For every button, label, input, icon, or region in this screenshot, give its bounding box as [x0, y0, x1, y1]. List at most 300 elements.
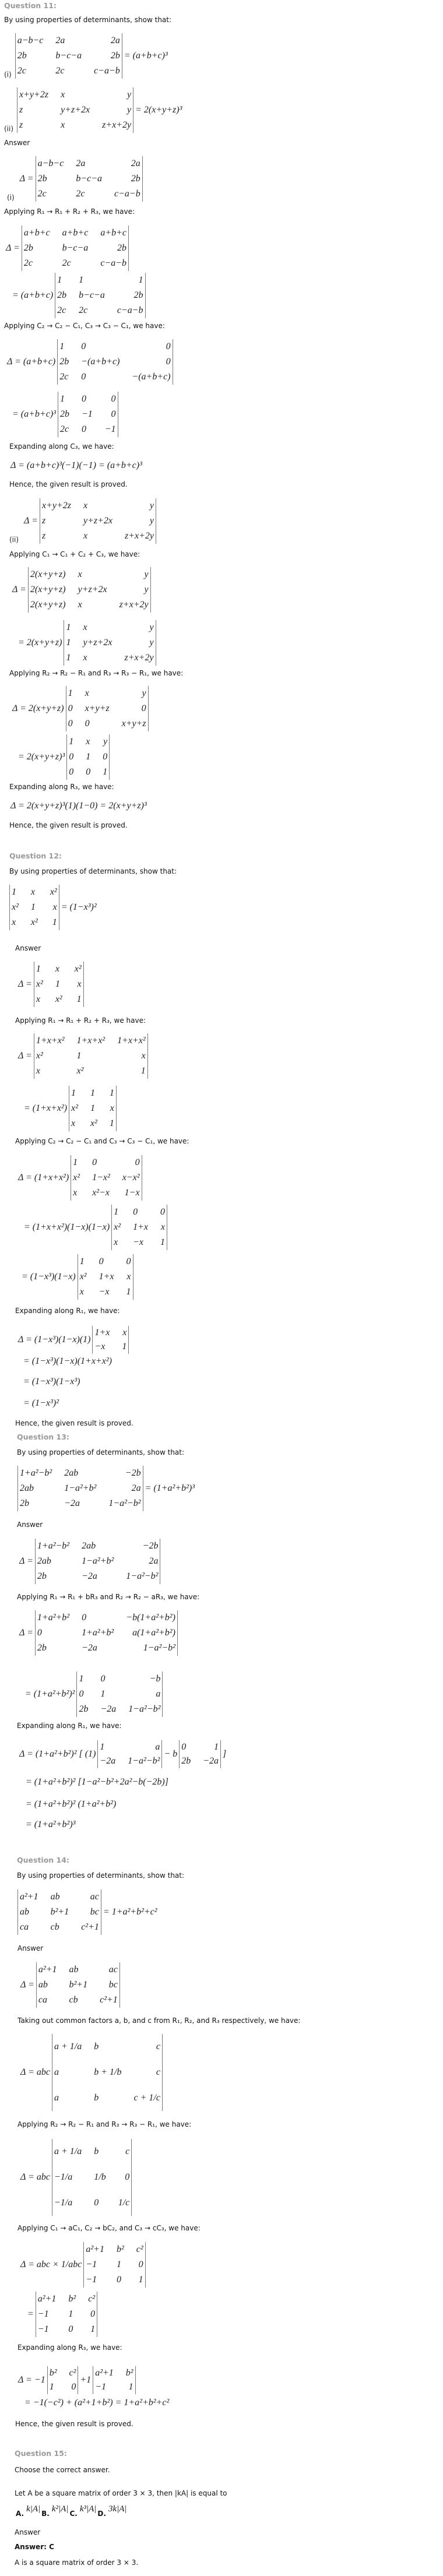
paragraph: Expanding along R₃, we have: [17, 2343, 122, 2352]
option-letter: D. [97, 2510, 106, 2518]
determinant-cell: 1+a²+b² [82, 1628, 114, 1638]
math-expression [10, 273, 146, 318]
math-expression [26, 2292, 97, 2337]
determinant-cell: 1+x [133, 1222, 148, 1232]
determinant-cell: c² [69, 2368, 76, 2378]
paragraph: Hence, the given result is proved. [9, 480, 128, 488]
expression-text: Δ = abc [20, 2067, 50, 2077]
determinant-cell: −2b [142, 1541, 159, 1551]
determinant-cell: 2c [76, 189, 85, 199]
determinant-cell: y [144, 569, 149, 579]
equation-line: = (1−x³)(1−x)(1+x+x²) [23, 1356, 112, 1366]
determinant-cell: 0 [68, 719, 73, 729]
determinant [71, 1155, 142, 1201]
determinant-row [18, 1496, 143, 1511]
determinant-row [15, 48, 122, 64]
determinant [17, 1466, 143, 1511]
determinant-cell: c [125, 2146, 130, 2156]
determinant-row [22, 226, 128, 241]
math-expression [4, 33, 170, 79]
determinant-row [67, 734, 110, 749]
determinant-cell: ca [38, 1995, 48, 2005]
determinant-cell: a−b−c [17, 36, 44, 45]
determinant-cell: y+z+2x [83, 516, 112, 526]
option-expression: k²|A| [51, 2504, 69, 2514]
determinant-cell: 2a [131, 159, 140, 168]
determinant [36, 156, 143, 202]
determinant-cell: x [30, 887, 36, 897]
determinant-cell: −1 [81, 409, 93, 419]
determinant-row [77, 1687, 163, 1702]
determinant-cell: c−a−b [117, 305, 143, 315]
question-heading: Question 13: [17, 1433, 69, 1441]
determinant-cell: a [54, 2093, 59, 2103]
determinant-row [69, 1101, 117, 1116]
determinant-row [71, 1155, 142, 1170]
determinant-cell: 2(x+y+z) [30, 600, 66, 610]
determinant-row [36, 156, 142, 171]
determinant [78, 1254, 133, 1300]
determinant-cell: y [127, 90, 132, 100]
determinant-cell: 1 [140, 1066, 146, 1076]
determinant-cell: bc [90, 1907, 99, 1917]
determinant-cell: 1 [30, 902, 36, 912]
determinant-cell: −2a [82, 1571, 97, 1581]
determinant [36, 1962, 120, 2008]
paragraph: By using properties of determinants, show that: [17, 1448, 185, 1456]
determinant-cell: ac [108, 1965, 118, 1975]
determinant-row [180, 1754, 221, 1768]
determinant [179, 1740, 221, 1768]
expression-text: = [27, 2309, 34, 2319]
option-expression: k³|A| [79, 2504, 97, 2514]
determinant-cell: b² [116, 2244, 124, 2254]
determinant-cell: 1−a²−b² [126, 1571, 159, 1581]
determinant-cell: 1−a²+b² [82, 1556, 114, 1566]
paragraph: Hence, the given result is proved. [15, 2420, 133, 2428]
determinant-cell: ab [50, 1892, 60, 1902]
determinant-row [36, 2292, 97, 2307]
determinant-row [84, 2257, 145, 2272]
determinant-row [15, 33, 122, 48]
determinant-cell: y+z+2x [83, 638, 112, 647]
determinant-cell: 2c [37, 189, 47, 199]
paragraph: Applying C₁ → C₁ + C₂ + C₃, we have: [9, 550, 140, 558]
determinant-row [93, 1326, 129, 1340]
determinant-row [180, 1740, 221, 1754]
expression-text: Δ = −1 [18, 2375, 45, 2385]
determinant-cell: 2c [17, 66, 26, 76]
determinant-cell: 2b [110, 51, 120, 61]
determinant-cell: 1 [59, 342, 65, 351]
math-expression [17, 1889, 159, 1935]
math-expression [4, 87, 184, 133]
determinant-row [98, 1754, 162, 1768]
determinant [47, 2366, 79, 2394]
determinant-cell: 1+a²−b² [20, 1468, 52, 1478]
math-expression [22, 1205, 167, 1250]
determinant-cell: 1 [79, 275, 84, 285]
equation-line: = (1+a²+b²)³ [26, 1820, 76, 1829]
option-c [68, 2504, 97, 2519]
determinant-cell: −1 [104, 424, 116, 434]
determinant-cell: x+y+2z [19, 90, 49, 100]
determinant-row [66, 701, 148, 716]
determinant-cell: −2a [203, 1756, 219, 1766]
determinant-row [18, 1481, 143, 1496]
determinant-cell: 0 [111, 394, 116, 404]
determinant-cell: 0 [68, 2324, 73, 2334]
determinant-cell: y [142, 688, 146, 698]
determinant-cell: −1 [95, 2382, 106, 2392]
determinant-cell: 0 [133, 1207, 138, 1217]
determinant [28, 567, 151, 613]
determinant-cell: 0 [160, 1207, 165, 1217]
determinant-row [36, 2307, 97, 2322]
determinant-row [77, 1702, 163, 1717]
determinant [34, 962, 84, 1007]
determinant-cell: a²+1 [95, 2368, 114, 2378]
determinant-cell: a²+1 [38, 1965, 57, 1975]
determinant-cell: 2b [17, 51, 27, 61]
math-expression [23, 1671, 163, 1717]
determinant-cell: 1 [90, 2324, 96, 2334]
determinant-cell: b−c−a [62, 243, 89, 253]
determinant-cell: z [41, 516, 46, 526]
determinant [57, 339, 173, 385]
math-expression [22, 1086, 117, 1131]
option-b [40, 2504, 69, 2519]
determinant-cell: c + 1/c [133, 2093, 160, 2103]
math-expression [17, 1740, 228, 1768]
determinant-cell: x−x² [122, 1173, 140, 1183]
determinant-cell: 1 [69, 737, 74, 747]
paragraph: Answer [17, 1521, 43, 1529]
math-expression [16, 962, 84, 1007]
determinant [55, 273, 145, 318]
determinant-cell: −1 [86, 2260, 97, 2269]
expression-text: = (a+b+c)³ [124, 51, 168, 61]
determinant-cell: x² [76, 1066, 84, 1076]
determinant-cell: a²+1 [20, 1892, 38, 1902]
equation-line: = (1−x³)² [23, 1398, 59, 1408]
determinant-cell: x [36, 1066, 41, 1076]
determinant-cell: 1 [52, 917, 57, 927]
determinant-row [84, 2272, 145, 2288]
determinant-cell: x+y+z [85, 703, 110, 713]
determinant-cell: b² [125, 2368, 133, 2378]
determinant-row [40, 498, 156, 513]
math-expression [16, 1033, 148, 1079]
determinant-cell: x [86, 737, 90, 747]
determinant-cell: 1 [68, 2309, 73, 2319]
determinant-row [77, 1671, 163, 1687]
determinant-cell: a [155, 1742, 160, 1752]
determinant-cell: c²+1 [81, 1922, 99, 1932]
paragraph: Applying C₂ → C₂ − C₁, C₃ → C₃ − C₁, we have: [4, 322, 165, 330]
determinant-cell: 2b [59, 357, 69, 367]
determinant [22, 226, 129, 271]
determinant-cell: 0 [126, 1257, 131, 1266]
determinant-cell: 2a [149, 1556, 159, 1566]
determinant-cell: a [54, 2067, 59, 2077]
determinant-cell: 1 [109, 1118, 114, 1128]
expression-text: Δ = [24, 516, 38, 526]
expression-text: ] [223, 1749, 227, 1759]
determinant-cell: 1 [76, 1051, 82, 1061]
determinant-cell: x [36, 994, 41, 1004]
determinant-row [93, 1340, 129, 1354]
answer-options [15, 2504, 127, 2519]
determinant-row [69, 1116, 117, 1131]
math-expression [17, 1466, 196, 1511]
option-letter: B. [41, 2510, 50, 2518]
determinant-row [52, 2139, 132, 2165]
determinant-cell: y [149, 622, 154, 632]
determinant-cell: x [126, 1272, 131, 1282]
determinant-cell: 0 [166, 342, 171, 351]
determinant-cell: ab [69, 1965, 79, 1975]
determinant-row [17, 87, 133, 103]
determinant-cell: x+y+z [121, 719, 146, 729]
determinant-cell: a²+1 [86, 2244, 104, 2254]
expression-text: Δ = [12, 585, 26, 594]
determinant-row [67, 765, 110, 780]
determinant-cell: 2b [131, 174, 140, 184]
determinant-cell: 2b [57, 290, 67, 300]
expression-text: = (a+b+c)³ [12, 409, 56, 419]
part-label: (ii) [9, 536, 19, 544]
determinant-cell: x [83, 531, 88, 541]
determinant-row [17, 118, 133, 133]
determinant-cell: 1 [12, 887, 16, 897]
determinant-cell: 1 [122, 1342, 127, 1352]
math-expression [9, 498, 156, 544]
determinant-cell: x [73, 1188, 78, 1198]
expression-text: = 1+a²+b²+c² [103, 1907, 157, 1917]
determinant-cell: c−a−b [114, 189, 140, 199]
determinant-row [58, 422, 118, 437]
determinant-cell: 1 [79, 1674, 84, 1684]
determinant-cell: 1 [36, 964, 41, 974]
math-expression [7, 156, 143, 202]
expression-text: = (1+x+x²) [24, 1103, 68, 1113]
determinant-cell: 2ab [64, 1468, 79, 1478]
determinant-cell: a²+1 [37, 2294, 57, 2304]
determinant-cell: 1+a²+b² [37, 1613, 70, 1623]
determinant-cell: c [156, 2042, 160, 2051]
determinant-cell: b [94, 2146, 99, 2156]
expression-text: Δ = [19, 1628, 33, 1638]
determinant-cell: x [61, 90, 65, 100]
determinant-cell: x [79, 1287, 84, 1297]
determinant-cell: c−a−b [100, 258, 127, 268]
expression-text: Δ = [19, 174, 34, 184]
determinant [92, 1326, 129, 1354]
paragraph: Let A be a square matrix of order 3 × 3, then |kA| is equal to [15, 2489, 227, 2497]
determinant-cell: 1−a²−b² [108, 1498, 141, 1508]
expression-text: Δ = (1−x³)(1−x)(1) [18, 1335, 91, 1345]
determinant [36, 2292, 97, 2337]
determinant-cell: a+b+c [100, 228, 127, 238]
determinant-row [47, 2366, 78, 2380]
equation-line: = (1+a²+b²)² [1−a²−b²+2a²−b(−2b)] [26, 1777, 168, 1787]
determinant-cell: 1 [66, 653, 71, 663]
determinant-cell: 0 [90, 2309, 96, 2319]
math-expression [5, 339, 173, 385]
determinant-cell: a(1+a²+b²) [132, 1628, 175, 1638]
determinant-cell: −2a [100, 1704, 117, 1714]
determinant-row [22, 256, 128, 271]
determinant-cell: z [19, 120, 23, 130]
determinant-cell: 1 [59, 394, 65, 404]
determinant-row [28, 567, 150, 582]
determinant [40, 498, 156, 544]
determinant-cell: x² [114, 1222, 121, 1232]
determinant-row [66, 716, 148, 731]
determinant-cell: 2(x+y+z) [30, 585, 66, 594]
determinant-cell: x [110, 1103, 114, 1113]
determinant-cell: 2b [181, 1756, 191, 1766]
determinant-cell: −x [94, 1342, 106, 1352]
determinant-cell: y [103, 737, 108, 747]
determinant-row [18, 1466, 143, 1481]
determinant-cell: 1−a²−b² [128, 1756, 160, 1766]
math-expression [19, 2139, 132, 2216]
paragraph: A is a square matrix of order 3 × 3. [15, 2559, 139, 2567]
determinant-cell: a + 1/a [54, 2042, 82, 2051]
math-expression [20, 1254, 133, 1300]
part-label: (i) [4, 71, 12, 79]
determinant-cell: b−c−a [79, 290, 105, 300]
determinant-cell: 2c [59, 372, 69, 382]
determinant [111, 1205, 167, 1250]
determinant-cell: 0 [85, 719, 90, 729]
expression-text: = (1+a²+b²)³ [145, 1483, 195, 1493]
math-expression [10, 392, 118, 437]
determinant-row [35, 1554, 160, 1569]
determinant-cell: 1 [100, 1689, 106, 1699]
determinant-cell: x² [74, 964, 82, 974]
determinant-cell: x [61, 120, 65, 130]
expression-text: − b [164, 1749, 178, 1759]
paragraph: Taking out common factors a, b, and c from R₁, R₂, and R₃ respectively, we have: [17, 2017, 301, 2025]
determinant-cell: 0 [116, 2275, 121, 2285]
determinant-cell: −b [149, 1674, 161, 1684]
determinant [17, 87, 133, 133]
determinant-row [52, 2165, 132, 2190]
question-heading: Question 11: [4, 1, 57, 10]
determinant-row [17, 103, 133, 118]
determinant-cell: ca [20, 1922, 29, 1932]
determinant-cell: cb [50, 1922, 59, 1932]
paragraph: Applying R₂ → R₂ − R₁ and R₃ → R₃ − R₁, we have: [17, 2120, 192, 2128]
determinant-cell: b [94, 2093, 99, 2103]
determinant-cell: 1 [71, 1088, 76, 1098]
determinant-cell: −x [133, 1237, 143, 1247]
determinant [83, 2242, 145, 2288]
determinant-cell: 1 [55, 979, 60, 989]
determinant-cell: x² [36, 1051, 43, 1061]
determinant-cell: 0 [166, 357, 171, 367]
determinant-cell: 1 [90, 1088, 95, 1098]
determinant-cell: 2c [62, 258, 71, 268]
determinant-row [55, 288, 145, 303]
determinant [76, 1671, 163, 1717]
math-expression [19, 2242, 146, 2288]
determinant-cell: 1+x [94, 1328, 110, 1338]
determinant-row [28, 597, 150, 613]
determinant-row [36, 2322, 97, 2337]
determinant [64, 620, 156, 666]
determinant-cell: 2a [110, 36, 120, 45]
determinant-cell: 2a [131, 1483, 141, 1493]
determinant-cell: 0 [99, 1257, 104, 1266]
determinant-row [58, 407, 118, 422]
paragraph: Choose the correct answer. [15, 2466, 110, 2474]
determinant-cell: 2b [23, 243, 33, 253]
determinant-cell: 2(x+y+z) [30, 569, 66, 579]
determinant-cell: 0 [79, 1689, 84, 1699]
determinant-cell: x [77, 979, 82, 989]
determinant-cell: 0 [68, 703, 73, 713]
paragraph: Hence, the given result is proved. [9, 821, 128, 829]
determinant-cell: 1/b [94, 2172, 106, 2182]
determinant-cell: b²+1 [69, 1980, 88, 1990]
expression-text: Δ = [18, 979, 32, 989]
determinant-row [55, 303, 145, 318]
part-label: (ii) [4, 125, 14, 133]
determinant-cell: a+b+c [23, 228, 50, 238]
determinant-cell: 0 [81, 424, 86, 434]
determinant-cell: cb [69, 1995, 78, 2005]
determinant-row [36, 1962, 119, 1977]
determinant-row [10, 900, 59, 915]
determinant [9, 885, 59, 930]
determinant-cell: −(a+b+c) [81, 357, 120, 367]
determinant [35, 1539, 161, 1584]
determinant-cell: 0 [69, 752, 74, 762]
determinant-cell: b + 1/b [94, 2067, 122, 2077]
paragraph: By using properties of determinants, show that: [9, 867, 177, 875]
determinant-cell: 1 [86, 752, 91, 762]
determinant-row [58, 354, 173, 369]
determinant-cell: 1 [49, 2382, 54, 2392]
determinant-row [18, 1920, 101, 1935]
math-expression [10, 567, 151, 613]
determinant-cell: 2ab [37, 1556, 51, 1566]
question-heading: Question 15: [15, 2449, 67, 2458]
equation-line: = (1−x³)(1−x³) [23, 1377, 80, 1386]
determinant-cell: 1+x+x² [76, 1036, 106, 1046]
determinant [66, 734, 110, 780]
determinant-cell: x²−x [92, 1188, 110, 1198]
determinant-cell: x² [50, 887, 57, 897]
expression-text: Δ = (1+x+x²) [18, 1173, 69, 1183]
determinant-cell: x [83, 622, 87, 632]
determinant-cell: 0 [81, 372, 86, 382]
determinant-row [34, 1048, 147, 1064]
determinant-cell: 1 [100, 1742, 105, 1752]
determinant-row [34, 1064, 147, 1079]
determinant-row [22, 241, 128, 256]
determinant-cell: 0 [92, 1157, 97, 1167]
equation-line: Δ = 2(x+y+z)³(1)(1−0) = 2(x+y+z)³ [10, 801, 147, 811]
determinant-cell: y [149, 638, 154, 647]
determinant-cell: 1 [160, 1237, 165, 1247]
determinant-cell: x [85, 688, 89, 698]
determinant-cell: 0 [94, 2198, 99, 2208]
